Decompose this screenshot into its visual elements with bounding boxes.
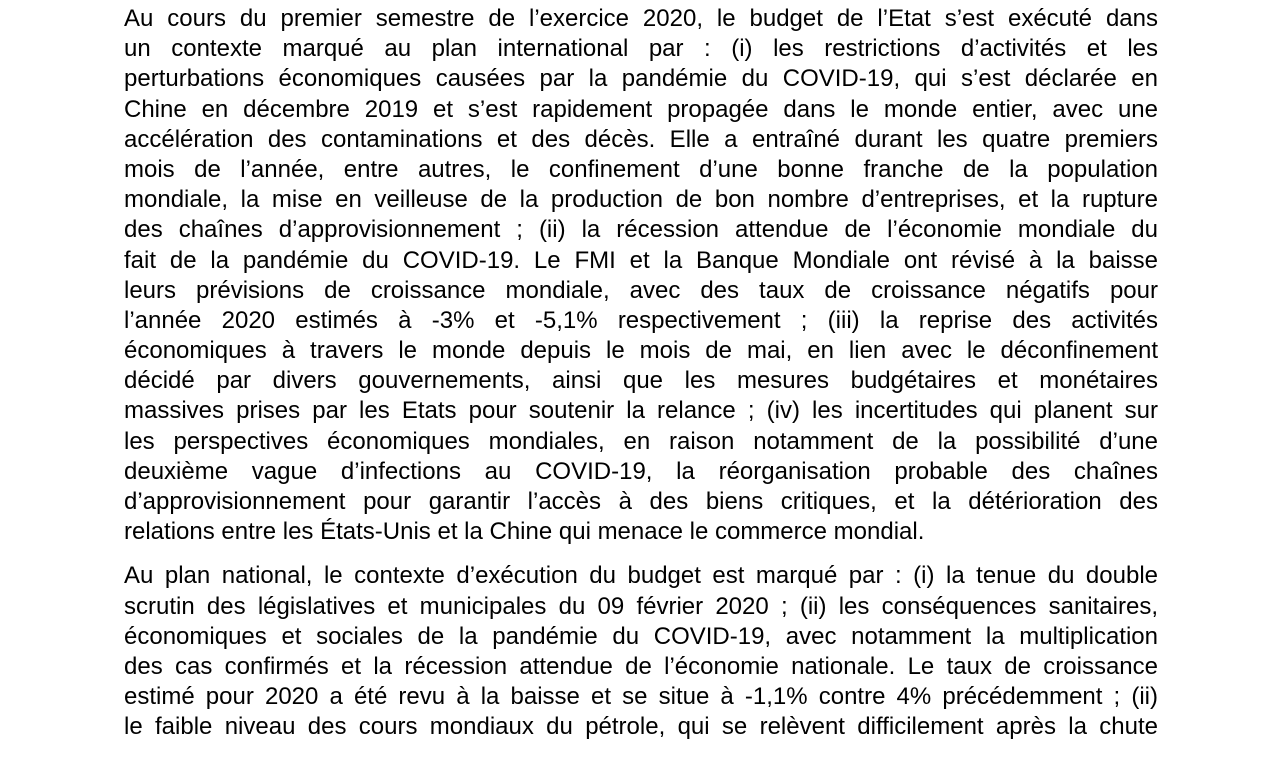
text-line: le faible niveau des cours mondiaux du pétrole, qui se relèvent difficilement après la chute	[124, 713, 1158, 741]
text-line: mois de l’année, entre autres, le confinement d’une bonne franche de la population	[124, 155, 1158, 183]
document-body	[124, 4, 1158, 757]
text-line: leurs prévisions de croissance mondiale, avec des taux de croissance négatifs pour	[124, 276, 1158, 304]
text-line: estimé pour 2020 a été revu à la baisse et se situe à -1,1% contre 4% précédemment ; (ii)	[124, 683, 1158, 711]
text-line: un contexte marqué au plan international par : (i) les restrictions d’activités et les	[124, 35, 1158, 63]
text-line: perturbations économiques causées par la pandémie du COVID-19, qui s’est déclarée en	[124, 65, 1158, 93]
text-line: économiques à travers le monde depuis le mois de mai, en lien avec le déconfinement	[124, 337, 1158, 365]
text-line: fait de la pandémie du COVID-19. Le FMI et la Banque Mondiale ont révisé à la baisse	[124, 246, 1158, 274]
text-line: deuxième vague d’infections au COVID-19, la réorganisation probable des chaînes	[124, 457, 1158, 485]
text-line: les perspectives économiques mondiales, en raison notamment de la possibilité d’une	[124, 427, 1158, 455]
text-line: relations entre les États-Unis et la Chine qui menace le commerce mondial.	[124, 518, 925, 546]
text-line: accélération des contaminations et des décès. Elle a entraîné durant les quatre premiers	[124, 125, 1158, 153]
text-line: scrutin des législatives et municipales du 09 février 2020 ; (ii) les conséquences sanitaires,	[124, 592, 1158, 620]
text-line: décidé par divers gouvernements, ainsi que les mesures budgétaires et monétaires	[124, 367, 1158, 395]
text-line: Au cours du premier semestre de l’exercice 2020, le budget de l’Etat s’est exécuté dans	[124, 5, 1158, 32]
text-line: mondiale, la mise en veilleuse de la production de bon nombre d’entreprises, et la rupture	[124, 186, 1158, 214]
paragraph-international-context	[124, 4, 1158, 547]
text-line: Chine en décembre 2019 et s’est rapidement propagée dans le monde entier, avec une	[124, 95, 1158, 123]
text-line: des chaînes d’approvisionnement ; (ii) la récession attendue de l’économie mondiale du	[124, 216, 1158, 244]
text-line: économiques et sociales de la pandémie du COVID-19, avec notamment la multiplication	[124, 622, 1158, 650]
text-line: des cas confirmés et la récession attendue de l’économie nationale. Le taux de croissance	[124, 652, 1158, 680]
paragraph-national-context	[124, 561, 1158, 742]
text-line: l’année 2020 estimés à -3% et -5,1% respectivement ; (iii) la reprise des activités	[124, 306, 1158, 334]
text-line: d’approvisionnement pour garantir l’accès à des biens critiques, et la détérioration des	[124, 488, 1158, 515]
text-line: massives prises par les Etats pour soutenir la relance ; (iv) les incertitudes qui planent sur	[124, 397, 1158, 425]
text-line: Au plan national, le contexte d’exécution du budget est marqué par : (i) la tenue du double	[124, 562, 1158, 590]
